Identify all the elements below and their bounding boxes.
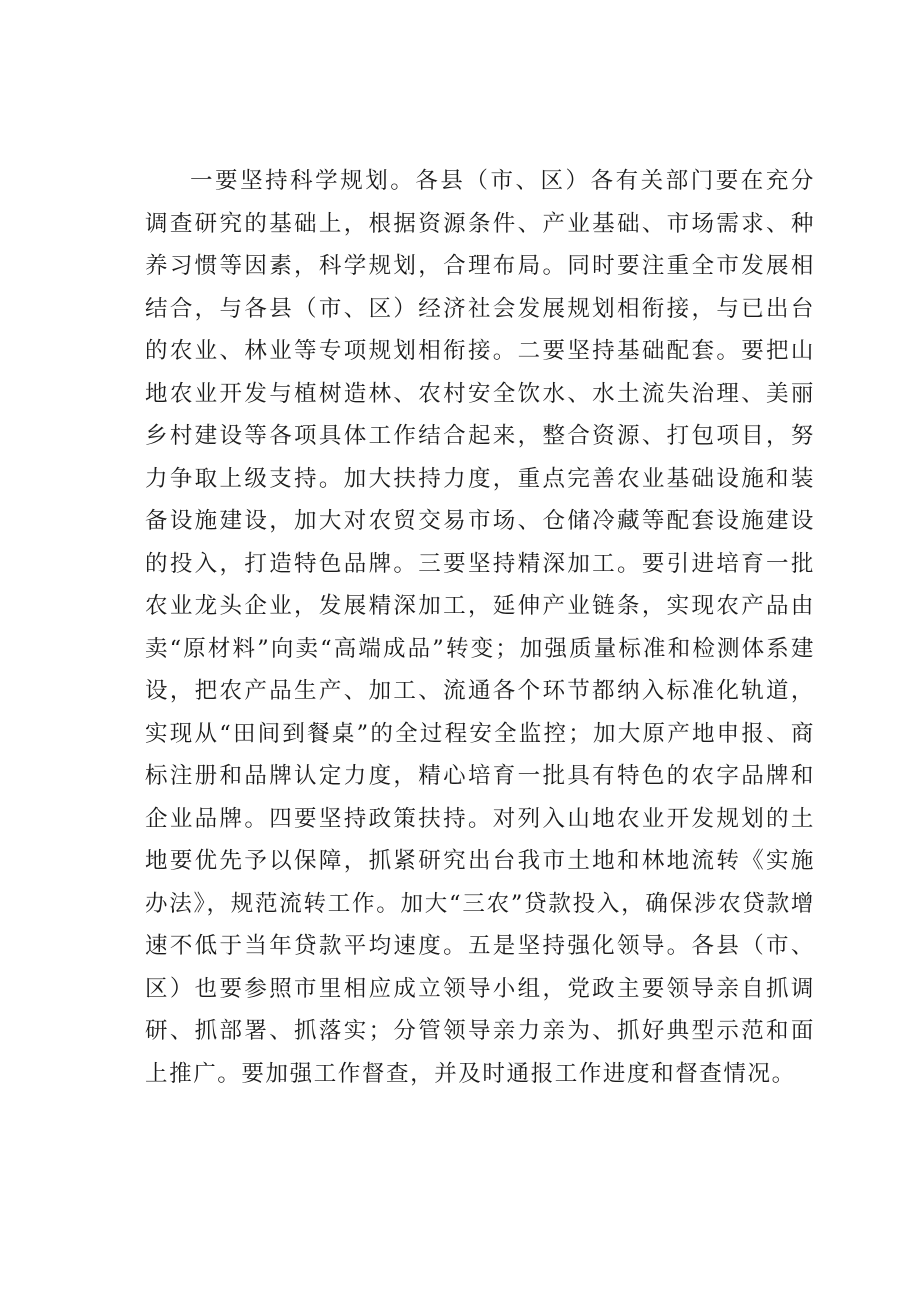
- body-paragraph: 一要坚持科学规划。各县（市、区）各有关部门要在充分调查研究的基础上，根据资源条件、产业基础、市场需求、种养习惯等因素，科学规划，合理布局。同时要注重全市发展相结合，与各县（市、区）经济社会发展规划相衔接，与已出台的农业、林业等专项规划相衔接。二要坚持基础配套。要把山地农业开发与植树造林、农村安全饮水、水土流失治理、美丽乡村建设等各项具体工作结合起来，整合资源、打包项目，努力争取上级支持。加大扶持力度，重点完善农业基础设施和装备设施建设，加大对农贸交易市场、仓储冷藏等配套设施建设的投入，打造特色品牌。三要坚持精深加工。要引进培育一批农业龙头企业，发展精深加工，延伸产业链条，实现农产品由卖“原材料”向卖“高端成品”转变；加强质量标准和检测体系建设，把农产品生产、加工、流通各个环节都纳入标准化轨道，实现从“田间到餐桌”的全过程安全监控；加大原产地申报、商标注册和品牌认定力度，精心培育一批具有特色的农字品牌和企业品牌。四要坚持政策扶持。对列入山地农业开发规划的土地要优先予以保障，抓紧研究出台我市土地和林地流转《实施办法》，规范流转工作。加大“三农”贷款投入，确保涉农贷款增速不低于当年贷款平均速度。五是坚持强化领导。各县（市、区）也要参照市里相应成立领导小组，党政主要领导亲自抓调研、抓部署、抓落实；分管领导亲力亲为、抓好典型示范和面上推广。要加强工作督查，并及时通报工作进度和督查情况。: [145, 168, 815, 1087]
